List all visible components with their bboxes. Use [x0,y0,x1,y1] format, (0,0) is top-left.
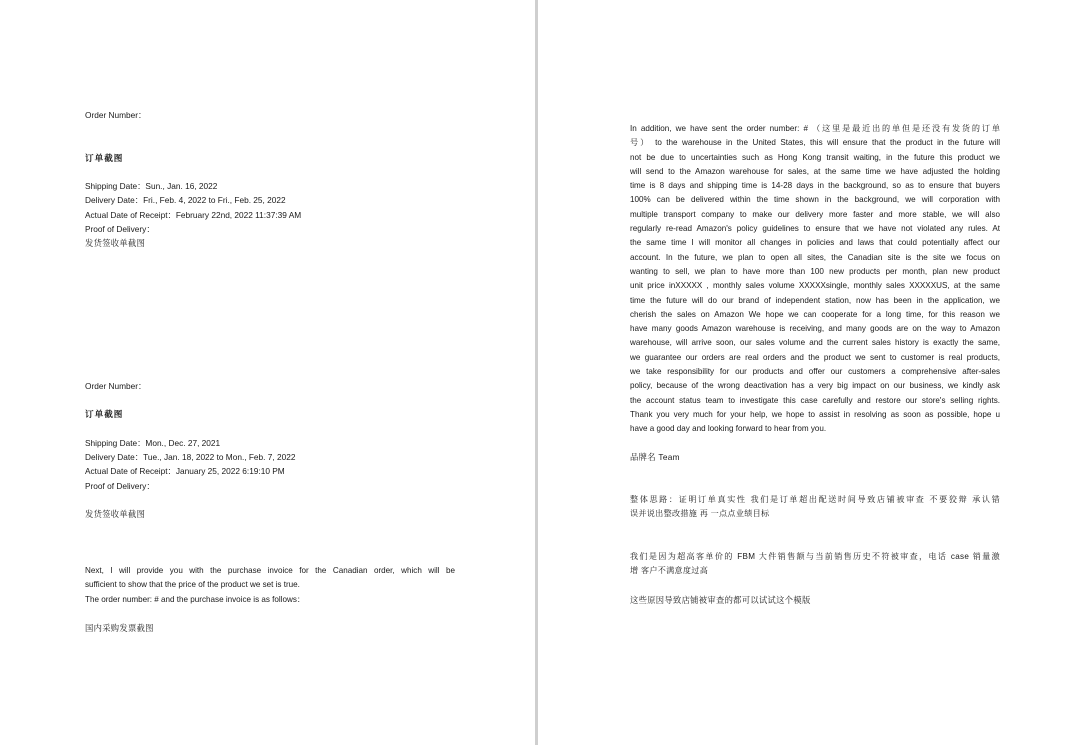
paragraph-line: time is 8 days and shipping time is 14-28 days in the background, so as to ensure that buyers [630,181,1000,191]
template-note: 这些原因导致店铺被审查的都可以试试这个模版 [630,595,811,605]
paragraph-line: the account status team to investigate this case carefully and restore our store's selling rights. [630,395,1000,405]
paragraph-line: we guarantee our orders are real orders and the product we sent to customer is real products, [630,352,1000,362]
paragraph-line: the same time I will monitor all changes in policies and laws that could potentially affect our [630,238,1000,248]
paragraph-line: multiple transport company to make our delivery more faster and more stable, we will also [630,209,1000,219]
paragraph-line: 增 客户不满意度过高 [630,566,709,576]
order-number-label: Order Number： [85,110,147,120]
paragraph-line: 整体思路：证明订单真实性 我们是订单超出配送时间导致店铺被审查 不要狡辩 承认错 [630,495,1000,504]
actual-receipt-date: Actual Date of Receipt：February 22nd, 2022 11:37:39 AM [85,210,302,220]
proof-screenshot-placeholder: 发货签收单截图 [85,238,146,248]
paragraph-line: 100% can be delivered within the time shown in the background, we will corporation with [630,195,1000,205]
paragraph-line: 误并说出整改措施 再 一点点业绩目标 [630,509,770,519]
proof-of-delivery-label: Proof of Delivery： [85,224,155,234]
overall-idea-note [630,493,1000,522]
shipping-date: Shipping Date：Mon., Dec. 27, 2021 [85,438,221,448]
paragraph-line: regularly re-read Amazon's policy guidelines to ensure that we have not violated any rules. At [630,224,1000,234]
paragraph-line: 号） to the warehouse in the United States, this will ensure that the product in the future will [630,138,1000,148]
paragraph-line: not be due to uncertainties such as Hong Kong transit waiting, in the future this product we [630,152,1000,162]
proof-screenshot-placeholder: 发货签收单截图 [85,509,146,519]
paragraph-line: sufficient to show that the price of the product we set is true. [85,580,300,590]
delivery-date: Delivery Date：Fri., Feb. 4, 2022 to Fri., Feb. 25, 2022 [85,195,286,205]
document-page-left [0,0,535,745]
paragraph-line: have many goods Amazon warehouse is receiving, and many goods are on the way to Amazon [630,324,1000,334]
paragraph-line: Next, I will provide you with the purchase invoice for the Canadian order, which will be [85,566,455,575]
proof-of-delivery-label: Proof of Delivery： [85,481,155,491]
document-page-right [538,0,1080,745]
appeal-main-paragraph [630,122,1000,437]
paragraph-line: account. In the future, we plan to open all sites, the Canadian site is the site we focus on [630,252,1000,262]
paragraph-line: have a good day and looking forward to hear from you. [630,424,827,434]
signature: 品牌名 Team [630,452,680,462]
shipping-date: Shipping Date：Sun., Jan. 16, 2022 [85,181,218,191]
paragraph-line: time the future will do our brand of independent station, now has been in the application, we [630,295,1000,305]
delivery-date: Delivery Date：Tue., Jan. 18, 2022 to Mon., Feb. 7, 2022 [85,452,296,462]
paragraph-line: we take responsibility for our products and offer our customers a comprehensive after-sales [630,367,1000,377]
paragraph-line: wanting to sell, we plan to have more than 100 new products per month, plan new product [630,266,1000,276]
paragraph-line: 我们是因为超高客单价的 FBM 大件销售额与当前销售历史不符被审查，电话 case 销量激 [630,552,1000,561]
order-screenshot-heading: 订单截图 [85,409,124,419]
actual-receipt-date: Actual Date of Receipt：January 25, 2022 6:19:10 PM [85,466,285,476]
paragraph-line: The order number: # and the purchase invoice is as follows： [85,594,305,604]
paragraph-line: warehouse, will arrive soon, our sales volume and the current sales history is exactly the same, [630,338,1000,348]
paragraph-line: cherish the sales on Amazon We hope we can cooperate for a long time, for this reason we [630,309,1000,319]
fbm-review-note [630,550,1000,579]
paragraph-line: In addition, we have sent the order number: # （这里是最近出的单但是还没有发货的订单 [630,124,1000,133]
paragraph-line: unit price inXXXXX , monthly sales volume XXXXXsingle, monthly sales XXXXXUS, at the same [630,281,1000,291]
invoice-screenshot-placeholder: 国内采购发票截图 [85,623,154,633]
paragraph-line: policy, because of the wrong deactivation has a very big impact on our business, we kindly ask [630,381,1000,391]
invoice-paragraph [85,564,455,607]
order-screenshot-heading: 订单截图 [85,153,124,163]
order-number-label: Order Number： [85,381,147,391]
paragraph-line: will send to the Amazon warehouse for sales, at the same time we have adjusted the holding [630,166,1000,176]
paragraph-line: Thank you very much for your help, we hope to assist in resolving as soon as possible, hope u [630,409,1000,419]
